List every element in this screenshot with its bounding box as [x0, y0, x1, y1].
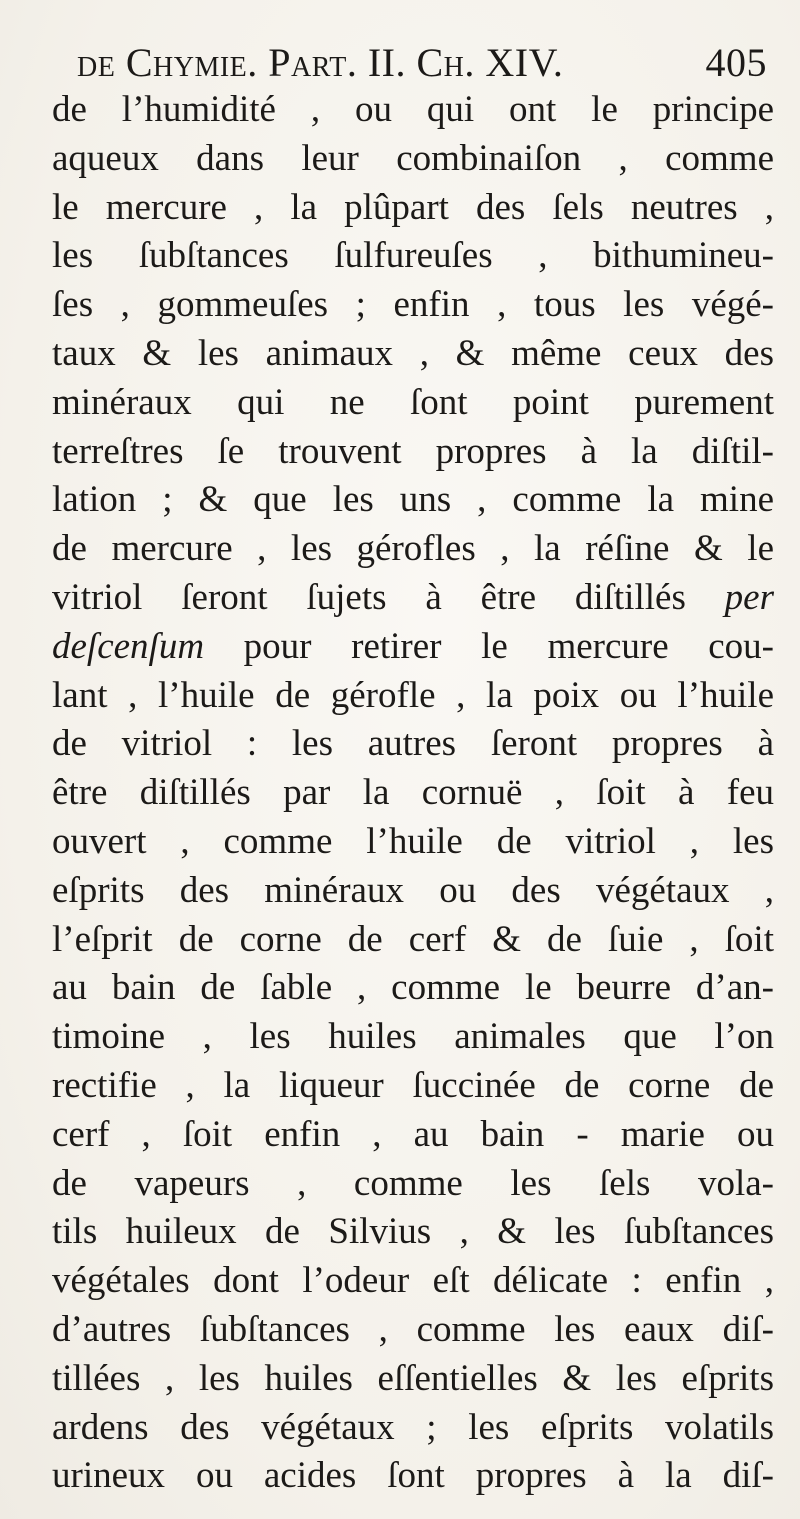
text-line: urineux ou acides ſont propres à la diſ- [52, 1455, 774, 1497]
text-line: au bain de ſable , comme le beurre d’an- [52, 967, 774, 1009]
text-line: timoine , les huiles animales que l’on [52, 1016, 774, 1058]
page-number: 405 [705, 40, 767, 85]
text-line: lant , l’huile de gérofle , la poix ou l’huile [52, 674, 774, 716]
text-line: rectifie , la liqueur ſuccinée de corne de [52, 1064, 774, 1106]
page-header [77, 38, 767, 88]
text-line: taux & les animaux , & même ceux des [52, 332, 774, 374]
latin-phrase: deſcenſum [52, 625, 205, 667]
text-line: eſprits des minéraux ou des végétaux , [52, 869, 774, 911]
text-line: de mercure , les gérofles , la réſine & le [52, 528, 774, 570]
text-line: ardens des végétaux ; les eſprits volatils [52, 1406, 774, 1448]
text-line: deſcenſum pour retirer le mercure cou- [52, 625, 774, 667]
text-line: ouvert , comme l’huile de vitriol , les [52, 820, 774, 862]
text-line: de vapeurs , comme les ſels vola- [52, 1162, 774, 1204]
text-line: végétales dont l’odeur eſt délicate : enfin , [52, 1260, 774, 1302]
text-line: ſes , gommeuſes ; enfin , tous les végé- [52, 284, 774, 326]
body-text [52, 86, 774, 1501]
text-line: aqueux dans leur combinaiſon , comme [52, 137, 774, 179]
text-line: de vitriol : les autres ſeront propres à [52, 723, 774, 765]
text-line: être diſtillés par la cornuë , ſoit à feu [52, 772, 774, 814]
text-line: cerf , ſoit enfin , au bain - marie ou [52, 1113, 774, 1155]
text-line: d’autres ſubſtances , comme les eaux diſ- [52, 1308, 774, 1350]
text-line: lation ; & que les uns , comme la mine [52, 479, 774, 521]
latin-phrase: per [724, 576, 774, 618]
text-line: tils huileux de Silvius , & les ſubſtances [52, 1211, 774, 1253]
text-line: minéraux qui ne ſont point purement [52, 381, 774, 423]
text-line: l’eſprit de corne de cerf & de ſuie , ſoit [52, 918, 774, 960]
text-line: terreſtres ſe trouvent propres à la diſtil- [52, 430, 774, 472]
text-line: le mercure , la plûpart des ſels neutres , [52, 186, 774, 228]
text-line: de l’humidité , ou qui ont le principe [52, 89, 774, 130]
text-line: tillées , les huiles eſſentielles & les eſprits [52, 1357, 774, 1399]
text-line: vitriol ſeront ſujets à être diſtillés per [52, 576, 774, 618]
text-line: les ſubſtances ſulfureuſes , bithumineu- [52, 235, 774, 277]
running-title: de Chymie. Part. II. Ch. XIV. [77, 40, 564, 85]
